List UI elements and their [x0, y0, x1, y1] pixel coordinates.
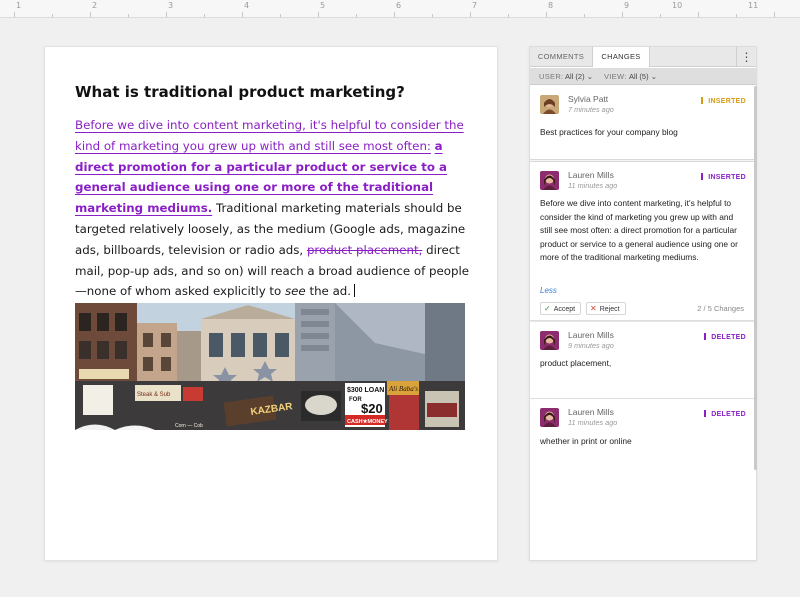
change-card-active[interactable]	[530, 161, 756, 321]
sign-kazbar: KAZBAR	[249, 401, 294, 418]
status-badge: DELETED	[704, 333, 746, 341]
ruler-number: 8	[548, 1, 554, 10]
change-text: Before we dive into content marketing, it's helpful to consider the kind of marketing you grew up with and still see most often: a direct promotion for a particular product or service to a general audience using one or more of the traditional marketing mediums.	[540, 198, 738, 262]
view-filter-value: All (5)	[629, 72, 649, 81]
less-link[interactable]: Less	[540, 286, 557, 295]
user-filter-value: All (2)	[565, 72, 585, 81]
change-time: 7 minutes ago	[568, 105, 614, 114]
accept-button[interactable]: ✓ Accept	[540, 302, 581, 315]
user-filter-dropdown[interactable]	[565, 68, 593, 85]
document-heading[interactable]: What is traditional product marketing?	[75, 83, 405, 101]
sign-corn: Corn — Cob	[175, 423, 203, 429]
ruler-number: 5	[320, 1, 326, 10]
more-options-icon[interactable]: ⋮	[736, 47, 756, 67]
view-filter-dropdown[interactable]	[629, 68, 657, 85]
paragraph-text: Traditional marketing materials should be targeted relatively loosely, as the medium (Google ads, magazine ads, billboards, television or radio ads,	[75, 201, 466, 257]
status-badge: INSERTED	[701, 97, 746, 105]
ruler-number: 6	[396, 1, 402, 10]
sign-for: FOR	[349, 397, 362, 403]
document-page[interactable]	[44, 46, 498, 561]
change-author: Lauren Mills	[568, 330, 614, 340]
avatar	[540, 171, 559, 190]
ruler-number: 11	[748, 1, 759, 10]
panel-tabs	[530, 47, 756, 67]
status-badge: DELETED	[704, 410, 746, 418]
paragraph-text: direct mail, pop-up ads, and so on) will reach a broad audience of people—none of whom asked explicitly to	[75, 242, 469, 299]
view-filter-label: VIEW:	[604, 72, 627, 81]
ruler-number: 9	[624, 1, 630, 10]
change-card[interactable]	[530, 86, 756, 160]
tab-changes[interactable]: CHANGES	[592, 47, 650, 67]
ruler-number: 3	[168, 1, 174, 10]
change-text: product placement,	[540, 358, 612, 368]
user-filter-label: USER:	[539, 72, 564, 81]
panel-scrollbar[interactable]	[754, 86, 757, 470]
sign-price: $20	[361, 401, 383, 416]
chevron-down-icon: ⌄	[650, 72, 657, 81]
check-icon: ✓	[544, 304, 551, 313]
change-text: whether in print or online	[540, 436, 632, 446]
ruler-number: 10	[672, 1, 683, 10]
sign-cash: CASH★MONEY	[347, 419, 388, 425]
change-time: 9 minutes ago	[568, 341, 614, 350]
sign-alibaba: Ali Baba's	[389, 385, 418, 393]
avatar	[540, 331, 559, 350]
sign-sandwich: Steak & Sub	[137, 392, 171, 398]
emphasis-text: see	[285, 284, 306, 299]
track-changes-panel	[529, 46, 757, 561]
deleted-text[interactable]: product placement,	[306, 242, 423, 257]
change-author: Lauren Mills	[568, 407, 614, 417]
change-counter: 2 / 5 Changes	[697, 304, 744, 313]
avatar	[540, 408, 559, 427]
filter-bar	[530, 68, 756, 85]
status-badge: INSERTED	[701, 173, 746, 181]
paragraph-text: the ad.	[309, 284, 352, 299]
change-author: Sylvia Patt	[568, 94, 609, 104]
change-time: 11 minutes ago	[568, 181, 618, 190]
inserted-bold-text[interactable]: a direct promotion for a particular product or service to a general audience using one or more of the traditional marketing mediums.	[75, 138, 448, 216]
avatar	[540, 95, 559, 114]
change-card[interactable]	[530, 399, 756, 479]
chevron-down-icon: ⌄	[586, 72, 593, 81]
ruler-number: 7	[472, 1, 478, 10]
document-paragraph[interactable]	[75, 115, 469, 302]
change-text: Best practices for your company blog	[540, 127, 678, 137]
text-cursor	[354, 284, 355, 297]
ruler-number: 1	[16, 1, 22, 10]
inserted-text[interactable]: Before we dive into content marketing, it's helpful to consider the kind of marketing you grew up with and still see most often:	[75, 118, 464, 153]
change-author: Lauren Mills	[568, 170, 614, 180]
ruler	[0, 0, 800, 18]
change-time: 11 minutes ago	[568, 418, 618, 427]
ruler-number: 2	[92, 1, 98, 10]
reject-button[interactable]: ✕ Reject	[586, 302, 626, 315]
close-icon: ✕	[590, 304, 597, 313]
ruler-number: 4	[244, 1, 250, 10]
change-card[interactable]	[530, 322, 756, 399]
street-photo[interactable]	[75, 303, 465, 430]
tab-comments[interactable]: COMMENTS	[537, 52, 585, 61]
sign-loan: $300 LOAN	[347, 387, 385, 394]
